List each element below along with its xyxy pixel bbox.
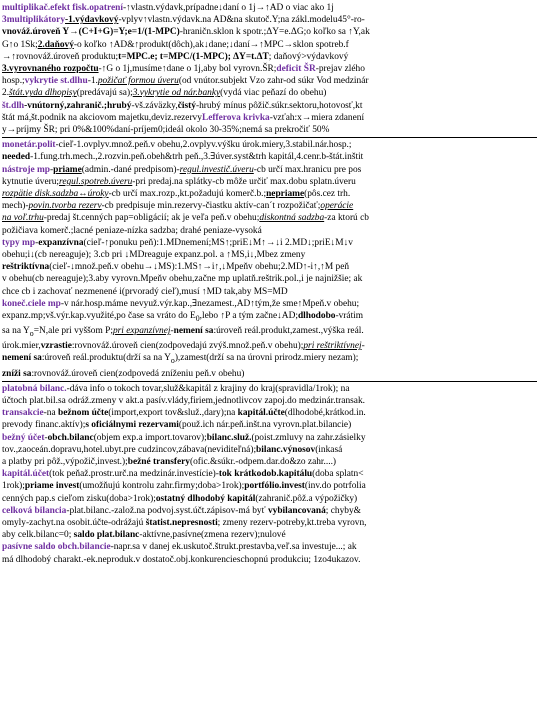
term: priame invest: [24, 481, 80, 492]
line: [2, 139, 537, 151]
text: -vš.záväzky,: [131, 100, 178, 111]
term: tok krátkodob.kapitálu: [218, 469, 313, 480]
line: [2, 200, 537, 212]
text: -cb predpisuje min.rezervy-čiastku aktív-can´t rozpožičať;: [101, 201, 321, 212]
text: -: [50, 164, 54, 175]
text: omyly-zachyt.na osobit.účte-odrážajú: [2, 517, 146, 528]
line: [2, 340, 537, 352]
term: needed: [2, 152, 31, 163]
line: [2, 225, 537, 237]
term: dlhodobo: [297, 311, 336, 322]
text: (admin.-dané predpisom)-: [81, 164, 180, 175]
text: aby celk.bilanc=0;: [2, 530, 74, 541]
text: -1.fung.trh.mech.,2.rozvin.peň.obeh&trh peň.,3.: [30, 152, 211, 163]
text: (umožňujú kontrolu zahr.firmy;doba>1rok);: [79, 481, 245, 492]
term: bežnom účte: [58, 408, 109, 419]
text: (ofic.&súkr.-odpem.dar.do&zo zahr....): [189, 456, 337, 467]
text: :úroveň reál.produktu(drží sa na Y: [41, 353, 171, 364]
line: [2, 298, 537, 310]
term: 3.vyrovnaného rozpočtu: [2, 64, 99, 75]
text: -hrubý mínus pôžič.súkr.sektoru,hotovosť,kt: [195, 100, 363, 111]
text: štát má,št.podnik na akciovom majetku,deviz.rezervy: [2, 112, 202, 123]
text: -↑vlastn.výdavk,prípadne↓daní o 1j→↑AD o viac ako 1j: [122, 3, 334, 13]
text: (od vnútor.subjekt Vzo zahr-od súkr Vod medzinár: [178, 76, 369, 87]
text: -pri predaj.na splátky-cb môže určiť max.dobu splatn.úveru: [132, 176, 356, 187]
line: [2, 456, 537, 468]
text: -na: [43, 408, 58, 419]
line: [2, 261, 537, 273]
text: (poist.zmluvy na zahr.zásielky: [251, 432, 366, 443]
text: :úroveň reál.produkt,zamest.,výška reál.: [213, 326, 364, 337]
line: [2, 87, 537, 99]
text: úrok.mier,: [2, 341, 41, 352]
text: (tok peňaž.prostr.urč.na medzinár.investície)-: [49, 469, 219, 480]
text: (zahranič.pôž.a výpožičky): [255, 493, 358, 504]
text: operácie: [320, 201, 354, 212]
subscript: o: [29, 329, 34, 339]
line: [2, 541, 537, 553]
line: [2, 151, 537, 163]
text: 1rok);: [2, 481, 25, 492]
line: [2, 444, 537, 456]
term: hrubý: [106, 100, 132, 111]
text: -: [170, 326, 174, 337]
line: [2, 517, 537, 529]
text: (pôs.cez trh.: [304, 189, 351, 200]
term: vykrytie st.dlhu: [24, 76, 88, 87]
line: [2, 164, 537, 176]
subscript: 0: [195, 313, 200, 323]
term: bilanc.služ.: [206, 432, 252, 443]
term: celková bilancia: [2, 505, 67, 516]
term: saldo plat.bilanc: [73, 530, 140, 541]
term: 2.daňový: [37, 39, 74, 50]
term: kapitál.účet: [2, 469, 50, 480]
text: -dáva info o tokoch tovar,služ&kapitál z krajiny do kraj(spravidla/1rok); na: [66, 383, 350, 394]
divider: [2, 137, 537, 138]
term: portfólio.invest: [244, 481, 305, 492]
text: (predávajú sa);: [76, 88, 133, 99]
text: -v nár.hosp.máme nevyuž.výr.kap.,∃nezamest.,AD↑tým,že sme↑Mpeň.v obehu;: [60, 298, 360, 309]
text: požičiava komerč.;lacné peniaze-nízka sadzba; drahé peniaze-vysoká: [2, 225, 262, 236]
text: úver.syst&trh kapitál,4.cenr.b-štát.inštit: [215, 152, 364, 163]
text: sa na Y: [2, 326, 30, 337]
line: [2, 480, 537, 492]
text: -hraničn.sklon k spotr.;ΔY=e.ΔG;o koľko sa ↑Y,ak: [179, 27, 370, 38]
text: (import,export tov&služ.,dary);na: [108, 408, 238, 419]
text: (použ.ich nár.peň.inšt.na vyrovn.plat.bilancie): [178, 420, 352, 431]
text: rozpätie disk.sadzba↔úroky: [2, 189, 109, 200]
term: Lefferova krivka: [201, 112, 270, 123]
text: -plat.bilanc.-založ.na podvoj.syst.účt.zápisov-má byť: [66, 505, 268, 516]
text: -1.: [87, 76, 98, 87]
text: (cieľ-↓množ.peň.v obehu→↓MS):1.MS↑→i↑,↓Mpeňv obehu;2.MD↑-i↑,↑M peň: [49, 262, 350, 273]
text: -↑G o 1j,musíme↑dane o 1j,aby bol vyrovn.ŠR;: [98, 64, 277, 75]
text: y→príjmy ŠR; pri 0%&100%daní-príjem0;ideál okolo 30-35%;nemá sa prekročiť 50%: [2, 125, 330, 136]
term: ostatný dlhodobý kapitál: [155, 493, 256, 504]
formula: t=MPC.e; t=MPC/(1-MPC); ΔY=t.ΔT: [118, 51, 269, 62]
text: (dlhodobé,krátkod.in.: [284, 408, 366, 419]
term: bežný účet: [2, 432, 45, 443]
term: platobná bilanc.: [2, 383, 67, 394]
text: -aktívne,pasívne(zmena rezerv);nulové: [139, 530, 286, 541]
text: -prejav zlého: [315, 64, 365, 75]
line: [2, 493, 537, 505]
text: ; zmeny rezerv-potreby,kt.treba vyrovn,: [217, 517, 367, 528]
line: [2, 63, 537, 75]
text: :rovnováž.úroveň cien(zodpovedajú zvýš.množ.peň.v obehu);: [71, 341, 304, 352]
term: nemení sa: [173, 326, 214, 337]
term: čistý: [177, 100, 196, 111]
text: -o koľko ↑AD&↑produkt(dôch),ak↓dane;↓daní→↑MPC→sklon spotreb.f: [73, 39, 349, 50]
text: →↑rovnováž.úroveň produktu;: [2, 51, 119, 62]
text: chce cb i zachovať nezmenené i(prvoradý cieľ),musí ↑MD tak,aby MS=MD: [2, 286, 288, 297]
text: -cieľ-1.ovplyv.množ.peň.v obehu,2.ovplyv.výšku úrok.miery,3.stabil.nár.hosp.;: [55, 140, 352, 151]
section-fiscal-multipliers: [2, 2, 537, 136]
term: zníži sa: [2, 368, 32, 379]
line: [2, 75, 537, 87]
term: priame: [53, 164, 82, 175]
text: obehu;i↓(cb nereaguje); 3.cb pri ↓MDreaguje expanz.pol. a ↑MS,i↓,Mbez zmeny: [2, 250, 306, 261]
term: s oficiálnymi rezervami: [85, 420, 179, 431]
text: štát.vyda dlhopisy: [9, 88, 77, 99]
text: -vzťah:x→miera zdanení: [269, 112, 365, 123]
line: [2, 325, 537, 340]
text: :rovnováž.úroveň cien(zodpovedá zníženiu peň.v obehu): [31, 368, 245, 379]
term: obch.bilanc: [47, 432, 94, 443]
line: [2, 368, 537, 380]
line: [2, 51, 537, 63]
term: bilanc.výnosov: [256, 444, 316, 455]
text: ; chyby&: [325, 505, 361, 516]
text: povin.tvorba rezerv: [28, 201, 102, 212]
text: regul.spotreb.úveru: [59, 176, 133, 187]
text: -predaj št.cenných pap=obligácií; ak je veľa peň.v obehu;: [43, 213, 260, 224]
section-balance-of-payments: [2, 383, 537, 566]
text: tov.,zaoceán.dopravu,hotel.ubyt.pre cudzincov,zábava(neviditeľná);: [2, 444, 257, 455]
text: v obehu(cb nereaguje);3.aby vyrovn.Mpeňv obehu,začne mp uplatň.reštrik.pol.,i je najnižšie; ak: [2, 274, 363, 285]
term: 3multiplikátory: [2, 15, 66, 26]
text: (vydá viac peňazí do obehu): [220, 88, 327, 99]
text: a platby pri pôž.,výpožič,invest.);: [2, 456, 128, 467]
text: hosp.;: [2, 76, 25, 87]
line: [2, 237, 537, 249]
term: št.dlh: [2, 100, 25, 111]
text: diskontná sadzba: [259, 213, 325, 224]
term: pasívne saldo obch.bilancie: [2, 542, 111, 553]
text: -napr.sa v danej ek.uskutoč.štrukt.prestavba,veľ.sa investuje...; ak: [110, 542, 357, 553]
line: [2, 176, 537, 188]
term: bežné transfery: [127, 456, 190, 467]
text: -: [35, 237, 39, 248]
text: cenných pap.s cieľom zisku(doba>1rok);: [2, 493, 156, 504]
line: [2, 310, 537, 325]
divider: [2, 381, 537, 382]
text: mech)-: [2, 201, 29, 212]
line: [2, 352, 537, 367]
text: =N,ale pri vyššom P;: [33, 326, 113, 337]
text: -cb určí max.hranicu pre pos: [253, 164, 362, 175]
line: [2, 383, 537, 395]
line: [2, 505, 537, 517]
term: -1.výdavkový: [65, 15, 119, 26]
line: [2, 14, 537, 26]
text: prevody financ.aktív);: [2, 420, 86, 431]
term: typy mp: [2, 237, 36, 248]
term: expanzívna: [38, 237, 84, 248]
text: ∃: [210, 152, 216, 163]
line: [2, 419, 537, 431]
text: 2.: [2, 88, 10, 99]
text: -za ktorú cb: [324, 213, 369, 224]
term: transakcie: [2, 408, 44, 419]
text: pri reštriktívnej: [303, 341, 362, 352]
text: kytnutie úveru;: [2, 176, 60, 187]
line: [2, 26, 537, 38]
text: (inkasá: [315, 444, 343, 455]
line: [2, 100, 537, 112]
text: (inv.do potrfolia: [304, 481, 366, 492]
line: [2, 286, 537, 298]
subscript: o: [170, 356, 175, 366]
term: nástroje mp: [2, 164, 51, 175]
line: [2, 468, 537, 480]
text: -vnútorný,zahranič.;: [24, 100, 107, 111]
text: -cb určí max.rozp.,kt.požadujú komerč.b.;: [108, 189, 267, 200]
text: G↑o 1Sk;: [2, 39, 38, 50]
line: [2, 2, 537, 14]
text: -: [44, 432, 48, 443]
text: regul.investič.úveru: [179, 164, 254, 175]
line: [2, 124, 537, 136]
line: [2, 273, 537, 285]
term: multiplikač.efekt fisk.opatrení: [2, 3, 123, 13]
text: (cieľ-↑ponuku peň):1.MDnemení;MS↑;priE↓M↑→↓i 2.MD↓;priE↓M↓v: [83, 237, 353, 248]
text: -: [361, 341, 365, 352]
term: deficit ŠR: [276, 64, 316, 75]
line: [2, 432, 537, 444]
text: ,lebo ↑P a tým začne↓AD;: [199, 311, 298, 322]
text: ),zamest(drží sa na úrovni prirodz.miery nezam);: [174, 353, 359, 364]
formula: vnováž.úroveň Y→(C+I+G)=Y;e=1/(1-MPC): [2, 27, 180, 38]
term: štatist.nepresnosti: [145, 517, 218, 528]
term: koneč.ciele mp: [2, 298, 61, 309]
term: vzrastie: [40, 341, 72, 352]
text: (doba splatn<: [312, 469, 364, 480]
term: monetár.polit: [2, 140, 56, 151]
text: má dlhodobý charakt.-ek.neproduk.v dostatoč.obj.konkurencieschopnú produkciu; 1zo4ukazov.: [2, 554, 361, 565]
term: kapitál.účte: [237, 408, 285, 419]
line: [2, 249, 537, 261]
line: [2, 112, 537, 124]
text: na voľ.trhu: [2, 213, 44, 224]
text: (objem exp.a import.tovarov);: [93, 432, 207, 443]
text: požičať formou úveru: [97, 76, 179, 87]
term: reštriktívna: [2, 262, 50, 273]
text: pri expanzívnej: [112, 326, 171, 337]
line: [2, 529, 537, 541]
text: 3.vykrytie od nár.banky: [132, 88, 221, 99]
term: nemení sa: [2, 353, 42, 364]
text: expanz.mp;vš.výr.kap.využité,po čase sa vráto do E: [2, 311, 196, 322]
line: [2, 554, 537, 566]
section-monetary-policy: [2, 139, 537, 379]
line: [2, 188, 537, 200]
text: -vplyv↑vlastn.výdavk.na AD&na skutoč.Y;na zákl.modelu45°-ro-: [118, 15, 365, 26]
text: -vrátim: [335, 311, 364, 322]
text: účtoch plat.bil.sa odráž.zmeny v akt.a pasív.vlády,firiem,jednotlivcov zapoj.do medzinár.transak.: [2, 395, 365, 406]
line: [2, 407, 537, 419]
text: ; daňový>výdavkový: [268, 51, 349, 62]
line: [2, 395, 537, 407]
line: [2, 212, 537, 224]
term: nepriame: [266, 189, 305, 200]
term: vybilancovaná: [267, 505, 326, 516]
line: [2, 39, 537, 51]
